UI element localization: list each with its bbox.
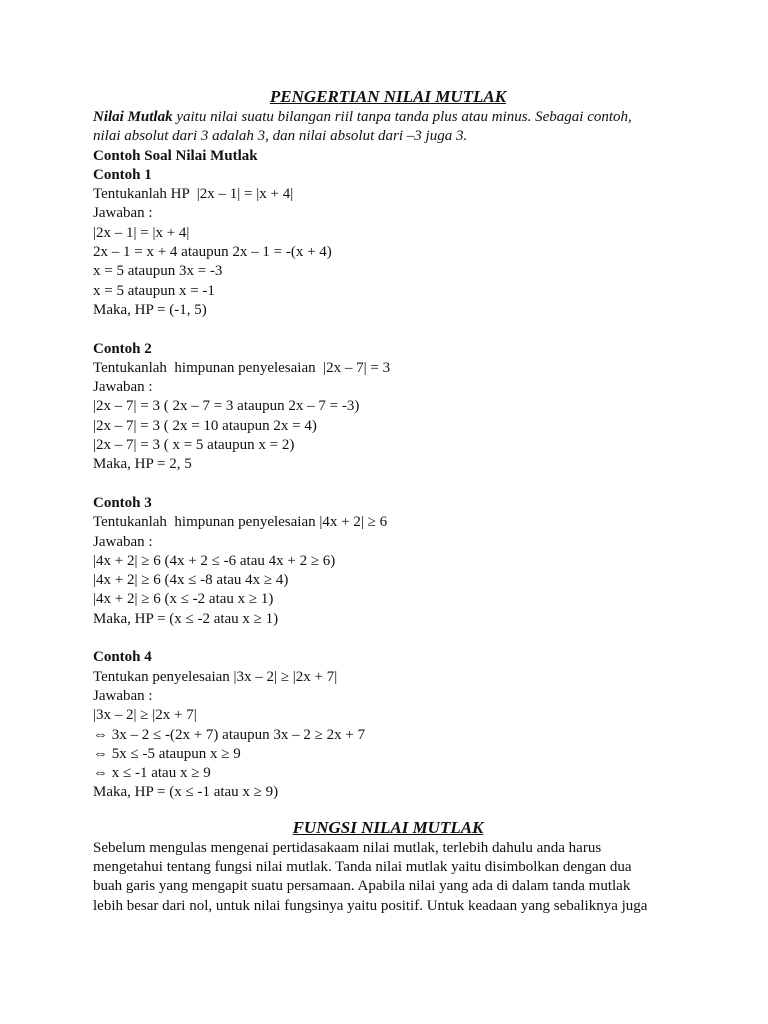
intro-line-1-text: yaitu nilai suatu bilangan riil tanpa tanda plus atau minus. Sebagai contoh, <box>172 109 632 125</box>
contoh-1-line: |2x – 1| = |x + 4| <box>93 224 190 241</box>
contoh-3-line: |4x + 2| ≥ 6 (4x + 2 ≤ -6 atau 4x + 2 ≥ 6) <box>93 552 336 569</box>
contoh-2-line: Tentukanlah himpunan penyelesaian |2x – 7| = 3 <box>93 359 391 376</box>
contoh-1-line: x = 5 ataupun 3x = -3 <box>93 263 223 280</box>
examples-heading: Contoh Soal Nilai Mutlak <box>93 147 258 164</box>
contoh-3-line: |4x + 2| ≥ 6 (x ≤ -2 atau x ≥ 1) <box>93 591 274 608</box>
contoh-1-line: Jawaban : <box>93 205 153 222</box>
intro-term: Nilai Mutlak <box>93 109 173 125</box>
contoh-3-line: |4x + 2| ≥ 6 (4x ≤ -8 atau 4x ≥ 4) <box>93 572 289 589</box>
contoh-4-line: ⇔ 3x – 2 ≤ -(2x + 7) ataupun 3x – 2 ≥ 2x + 7 <box>93 726 366 743</box>
contoh-4-line: Tentukan penyelesaian |3x – 2| ≥ |2x + 7| <box>93 668 338 685</box>
section-2-title: FUNGSI NILAI MUTLAK <box>292 817 484 837</box>
contoh-1-line: Maka, HP = (-1, 5) <box>93 301 207 318</box>
contoh-2-line: |2x – 7| = 3 ( x = 5 ataupun x = 2) <box>93 437 295 454</box>
contoh-3-line: Maka, HP = (x ≤ -2 atau x ≥ 1) <box>93 610 279 627</box>
contoh-1-line: x = 5 ataupun x = -1 <box>93 282 215 299</box>
contoh-4-line: |3x – 2| ≥ |2x + 7| <box>93 707 197 724</box>
section-2-line: mengetahui tentang fungsi nilai mutlak. Tanda nilai mutlak yaitu disimbolkan dengan dua <box>93 858 632 875</box>
spacer <box>93 320 683 339</box>
contoh-1-line: Tentukanlah HP |2x – 1| = |x + 4| <box>93 186 294 203</box>
contoh-2-line: Jawaban : <box>93 379 153 396</box>
contoh-4-heading: Contoh 4 <box>93 649 152 666</box>
spacer <box>93 629 683 648</box>
spacer <box>93 475 683 494</box>
contoh-1-line: 2x – 1 = x + 4 ataupun 2x – 1 = -(x + 4) <box>93 244 332 261</box>
intro-line-2: nilai absolut dari 3 adalah 3, dan nilai absolut dari –3 juga 3. <box>93 128 468 145</box>
contoh-3-line: Tentukanlah himpunan penyelesaian |4x + 2| ≥ 6 <box>93 514 388 531</box>
contoh-4-line: Jawaban : <box>93 687 153 704</box>
contoh-3-heading: Contoh 3 <box>93 494 152 511</box>
page-title: PENGERTIAN NILAI MUTLAK <box>269 87 507 106</box>
section-2-line: Sebelum mengulas mengenai pertidasakaam nilai mutlak, terlebih dahulu anda harus <box>93 839 602 856</box>
contoh-4-line: ⇔ x ≤ -1 atau x ≥ 9 <box>93 765 211 782</box>
contoh-2-line: |2x – 7| = 3 ( 2x – 7 = 3 ataupun 2x – 7 = -3) <box>93 398 360 415</box>
section-2-line: buah garis yang mengapit suatu persamaan. Apabila nilai yang ada di dalam tanda mutlak <box>93 878 631 895</box>
intro-line-1 <box>93 108 683 127</box>
contoh-1-heading: Contoh 1 <box>93 166 152 183</box>
contoh-2-heading: Contoh 2 <box>93 340 152 357</box>
contoh-4-line: ⇔ 5x ≤ -5 ataupun x ≥ 9 <box>93 745 241 762</box>
contoh-4-line: Maka, HP = (x ≤ -1 atau x ≥ 9) <box>93 784 279 801</box>
contoh-2-line: |2x – 7| = 3 ( 2x = 10 ataupun 2x = 4) <box>93 417 317 434</box>
contoh-3-line: Jawaban : <box>93 533 153 550</box>
document-content <box>93 86 683 916</box>
contoh-2-line: Maka, HP = 2, 5 <box>93 456 192 473</box>
section-2-line: lebih besar dari nol, untuk nilai fungsinya yaitu positif. Untuk keadaan yang sebaliknya juga <box>93 897 648 914</box>
